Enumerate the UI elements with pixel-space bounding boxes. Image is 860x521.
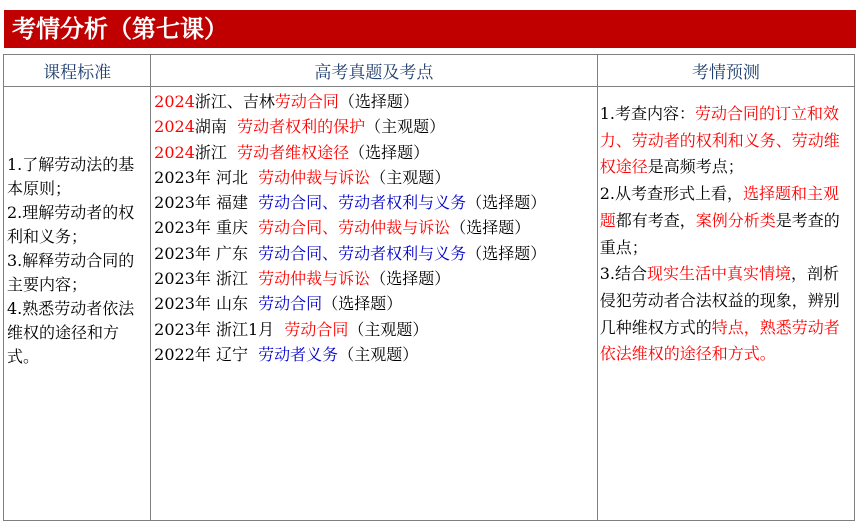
header-exams: 高考真题及考点: [151, 55, 598, 87]
exam-item: [154, 215, 595, 240]
exam-place: 重庆: [210, 218, 259, 238]
exam-item: [154, 317, 595, 342]
forecast-p1-tail: 是高频考点；: [647, 157, 744, 177]
exam-topic: 劳动合同、劳动仲裁与诉讼: [258, 218, 451, 238]
exam-topic: 劳动者义务: [258, 344, 339, 364]
exam-place: 浙江1月: [210, 319, 285, 339]
standard-item: 4.熟悉劳动者依法维权的途径和方式。: [7, 299, 135, 366]
exam-item: [154, 114, 595, 139]
exam-place: 河北: [210, 167, 259, 187]
standard-item: 3.解释劳动合同的主要内容；: [7, 251, 135, 294]
exam-place: 浙江、吉林: [194, 92, 275, 111]
exam-year: 2024: [154, 142, 195, 162]
exam-item: [154, 190, 595, 215]
exam-type: （选择题）: [349, 142, 430, 162]
header-standards: 课程标准: [4, 55, 151, 87]
analysis-table: [3, 54, 855, 521]
exam-item: [154, 140, 595, 165]
exam-topic: 劳动合同、劳动者权利与义务: [258, 193, 467, 213]
forecast-p2-key: 选择题和主观题: [599, 184, 839, 230]
exam-year: 2022年: [154, 344, 211, 364]
exam-item: [154, 291, 595, 316]
title-bar: [4, 10, 856, 48]
exam-type: （选择题）: [338, 92, 419, 111]
exam-place: 湖南: [194, 117, 238, 137]
exam-topic: 劳动者维权途径: [237, 142, 350, 162]
exam-year: 2023年: [154, 167, 211, 187]
exam-type: （选择题）: [466, 243, 547, 263]
exam-year: 2023年: [154, 319, 211, 339]
exam-item: [154, 165, 595, 190]
forecast-p1-key: 劳动合同的订立和效力、劳动者的权利和义务、劳动维权途径: [599, 104, 840, 177]
exam-topic: 劳动合同: [274, 92, 339, 111]
exam-topic: 劳动仲裁与诉讼: [258, 269, 371, 289]
exam-type: （主观题）: [348, 319, 429, 339]
exam-topic: 劳动合同、劳动者权利与义务: [258, 243, 467, 263]
exam-year: 2023年: [154, 243, 211, 263]
table-body-row: [4, 87, 855, 521]
forecast-p1-label: 1.考查内容：: [599, 104, 695, 123]
header-forecast: 考情预测: [597, 55, 854, 87]
exam-list: [154, 89, 595, 367]
exam-type: （主观题）: [365, 117, 446, 137]
exam-type: （主观题）: [370, 167, 451, 187]
exam-place: 浙江: [210, 269, 259, 289]
exam-type: （选择题）: [450, 218, 531, 238]
exam-topic: 劳动者权利的保护: [237, 117, 366, 137]
exam-topic: 劳动仲裁与诉讼: [258, 167, 371, 187]
forecast-p2-key2: 案例分析类: [695, 210, 776, 230]
exam-year: 2024: [154, 92, 195, 111]
standard-item: 1.了解劳动法的基本原则；: [7, 155, 135, 198]
exam-year: 2023年: [154, 193, 211, 213]
exam-item: [154, 241, 595, 266]
exam-year: 2023年: [154, 294, 211, 314]
forecast-p2-label: 2.从考查形式上看，: [599, 184, 743, 204]
exam-year: 2023年: [154, 218, 211, 238]
exam-topic: 劳动合同: [258, 294, 323, 314]
forecast-p3-mid: ，剖析侵犯劳动者合法权益的现象，辨别几种维权方式的: [599, 264, 840, 337]
exam-topic: 劳动合同: [284, 319, 349, 339]
exam-item: [154, 89, 595, 114]
exam-item: [154, 342, 595, 367]
exams-cell: [151, 87, 598, 521]
exam-place: 福建: [210, 193, 259, 213]
exam-year: 2024: [154, 117, 195, 137]
page-title: 考情分析（第七课）: [12, 14, 228, 43]
forecast-p3-key: 现实生活中真实情境: [646, 264, 791, 284]
standards-cell: [4, 87, 151, 521]
table-header-row: [4, 55, 855, 87]
forecast-p3-label: 3.结合: [599, 264, 647, 284]
exam-place: 浙江: [194, 142, 238, 162]
forecast-p2-mid: 都有考查，: [615, 210, 696, 230]
exam-type: （选择题）: [466, 193, 547, 213]
forecast-p2-tail: 是考查的重点；: [599, 210, 840, 257]
exam-year: 2023年: [154, 269, 211, 289]
exam-item: [154, 266, 595, 291]
forecast-cell: [597, 87, 854, 521]
exam-place: 广东: [210, 243, 259, 263]
exam-place: 辽宁: [210, 344, 259, 364]
exam-place: 山东: [210, 294, 259, 314]
exam-type: （主观题）: [338, 344, 419, 364]
forecast-p3-key2: 特点，熟悉劳动者依法维权的途径和方式。: [599, 317, 840, 364]
standard-item: 2.理解劳动者的权利和义务；: [7, 203, 135, 246]
exam-type: （选择题）: [322, 294, 403, 314]
exam-type: （选择题）: [370, 269, 451, 289]
